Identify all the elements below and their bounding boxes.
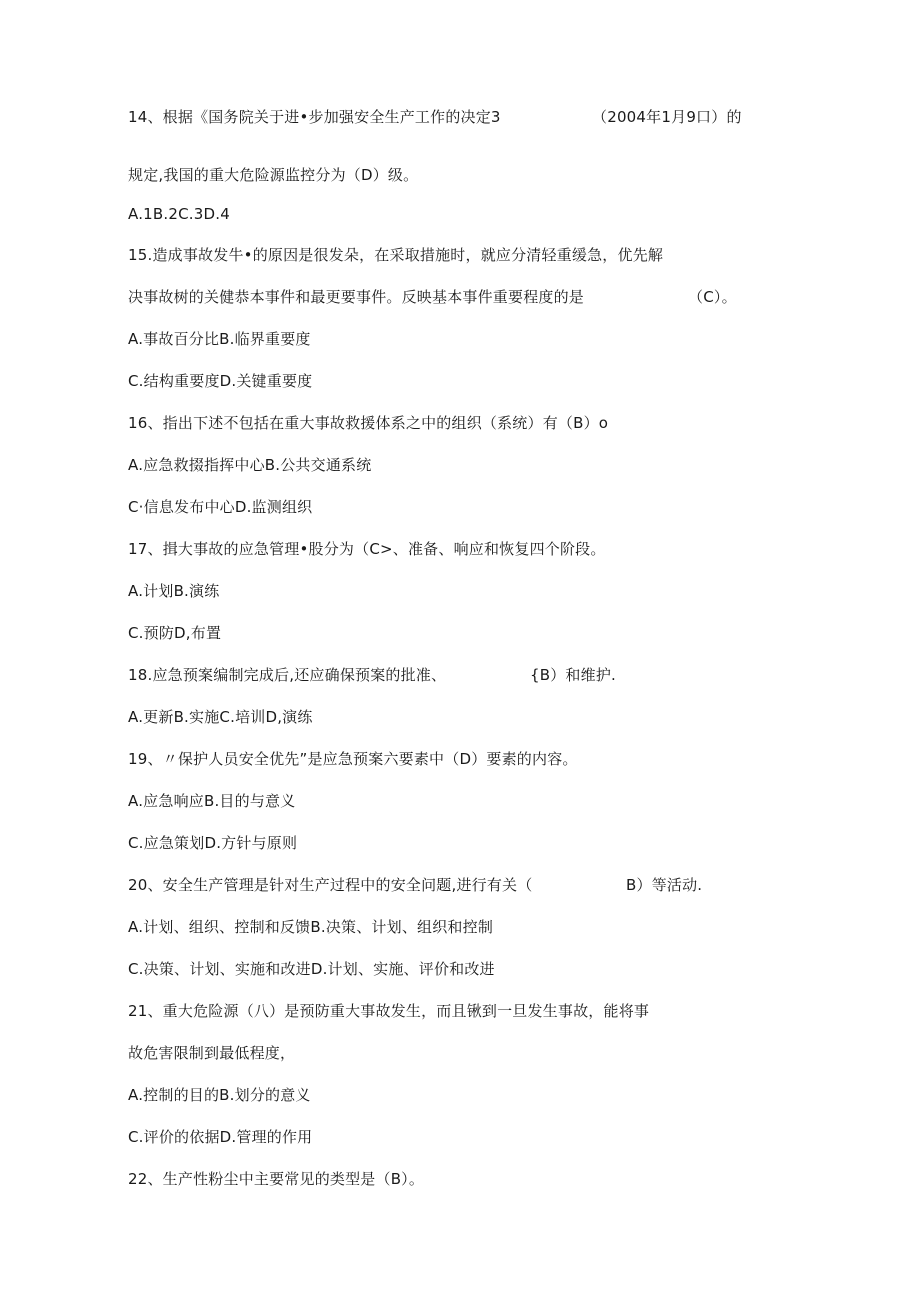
- q14-stem-part-3: 规定,我国的重大危险源监控分为（D）级。: [128, 166, 419, 184]
- q20-option-line-2: C.决策、计划、实施和改进D.计划、实施、评价和改进: [128, 960, 495, 978]
- q20-option-line-1: A.计划、组织、控制和反馈B.决策、计划、组织和控制: [128, 918, 494, 936]
- q14-stem-part-1: 14、根据《国务院关于进•步加强安全生产工作的决定3: [128, 108, 501, 126]
- q15-stem-part-1: 15.造成事故发牛•的原因是很发朵，在采取措施时，就应分清轻重缓急，优先解: [128, 246, 664, 264]
- q16-option-line-1: A.应急救掇指挥中心B.公共交通系统: [128, 456, 372, 474]
- q18-stem-part-2: {B）和维护.: [530, 666, 617, 684]
- q21-option-line-2: C.评价的依据D.管理的作用: [128, 1128, 313, 1146]
- q22-stem: 22、生产性粉尘中主要常见的类型是（B）。: [128, 1170, 425, 1188]
- q19-option-line-1: A.应急响应B.目的与意义: [128, 792, 296, 810]
- q15-stem-part-2: 决事故树的关健恭本事件和最更要事件。反映基本事件重要程度的是: [128, 288, 585, 306]
- q17-option-line-2: C.预防D,布置: [128, 624, 222, 642]
- q20-stem-part-1: 20、安全生产管理是针对生产过程中的安全问题,进行有关（: [128, 876, 533, 894]
- q18-options: A.更新B.实施C.培训D,演练: [128, 708, 313, 726]
- q18-stem-part-1: 18.应急预案编制完成后,还应确保预案的批准、: [128, 666, 447, 684]
- q19-option-line-2: C.应急策划D.方针与原则: [128, 834, 298, 852]
- q17-stem: 17、揖大事故的应急管理•股分为（C>、准备、响应和恢复四个阶段。: [128, 540, 606, 558]
- q21-stem-part-2: 故危害限制到最低程度，: [128, 1044, 296, 1062]
- q16-stem: 16、指出下述不包括在重大事故救援体系之中的组织（系统）有（B）o: [128, 414, 609, 432]
- q15-option-line-2: C.结构重要度D.关键重要度: [128, 372, 313, 390]
- q15-stem-part-3: （C）。: [688, 288, 737, 306]
- q14-options: A.1B.2C.3D.4: [128, 205, 230, 223]
- q16-option-line-2: C·信息发布中心D.监测组织: [128, 498, 313, 516]
- q21-stem-part-1: 21、重大危险源（八）是预防重大事故发生，而且锹到一旦发生事故，能将事: [128, 1002, 650, 1020]
- q17-option-line-1: A.计划B.演练: [128, 582, 220, 600]
- q15-option-line-1: A.事故百分比B.临界重要度: [128, 330, 311, 348]
- q19-stem: 19、〃保护人员安全优先”是应急预案六要素中（D）要素的内容。: [128, 750, 578, 768]
- q20-stem-part-2: B）等活动.: [626, 876, 703, 894]
- q21-option-line-1: A.控制的目的B.划分的意义: [128, 1086, 311, 1104]
- q14-stem-part-2: （2004年1月9口）的: [592, 108, 742, 126]
